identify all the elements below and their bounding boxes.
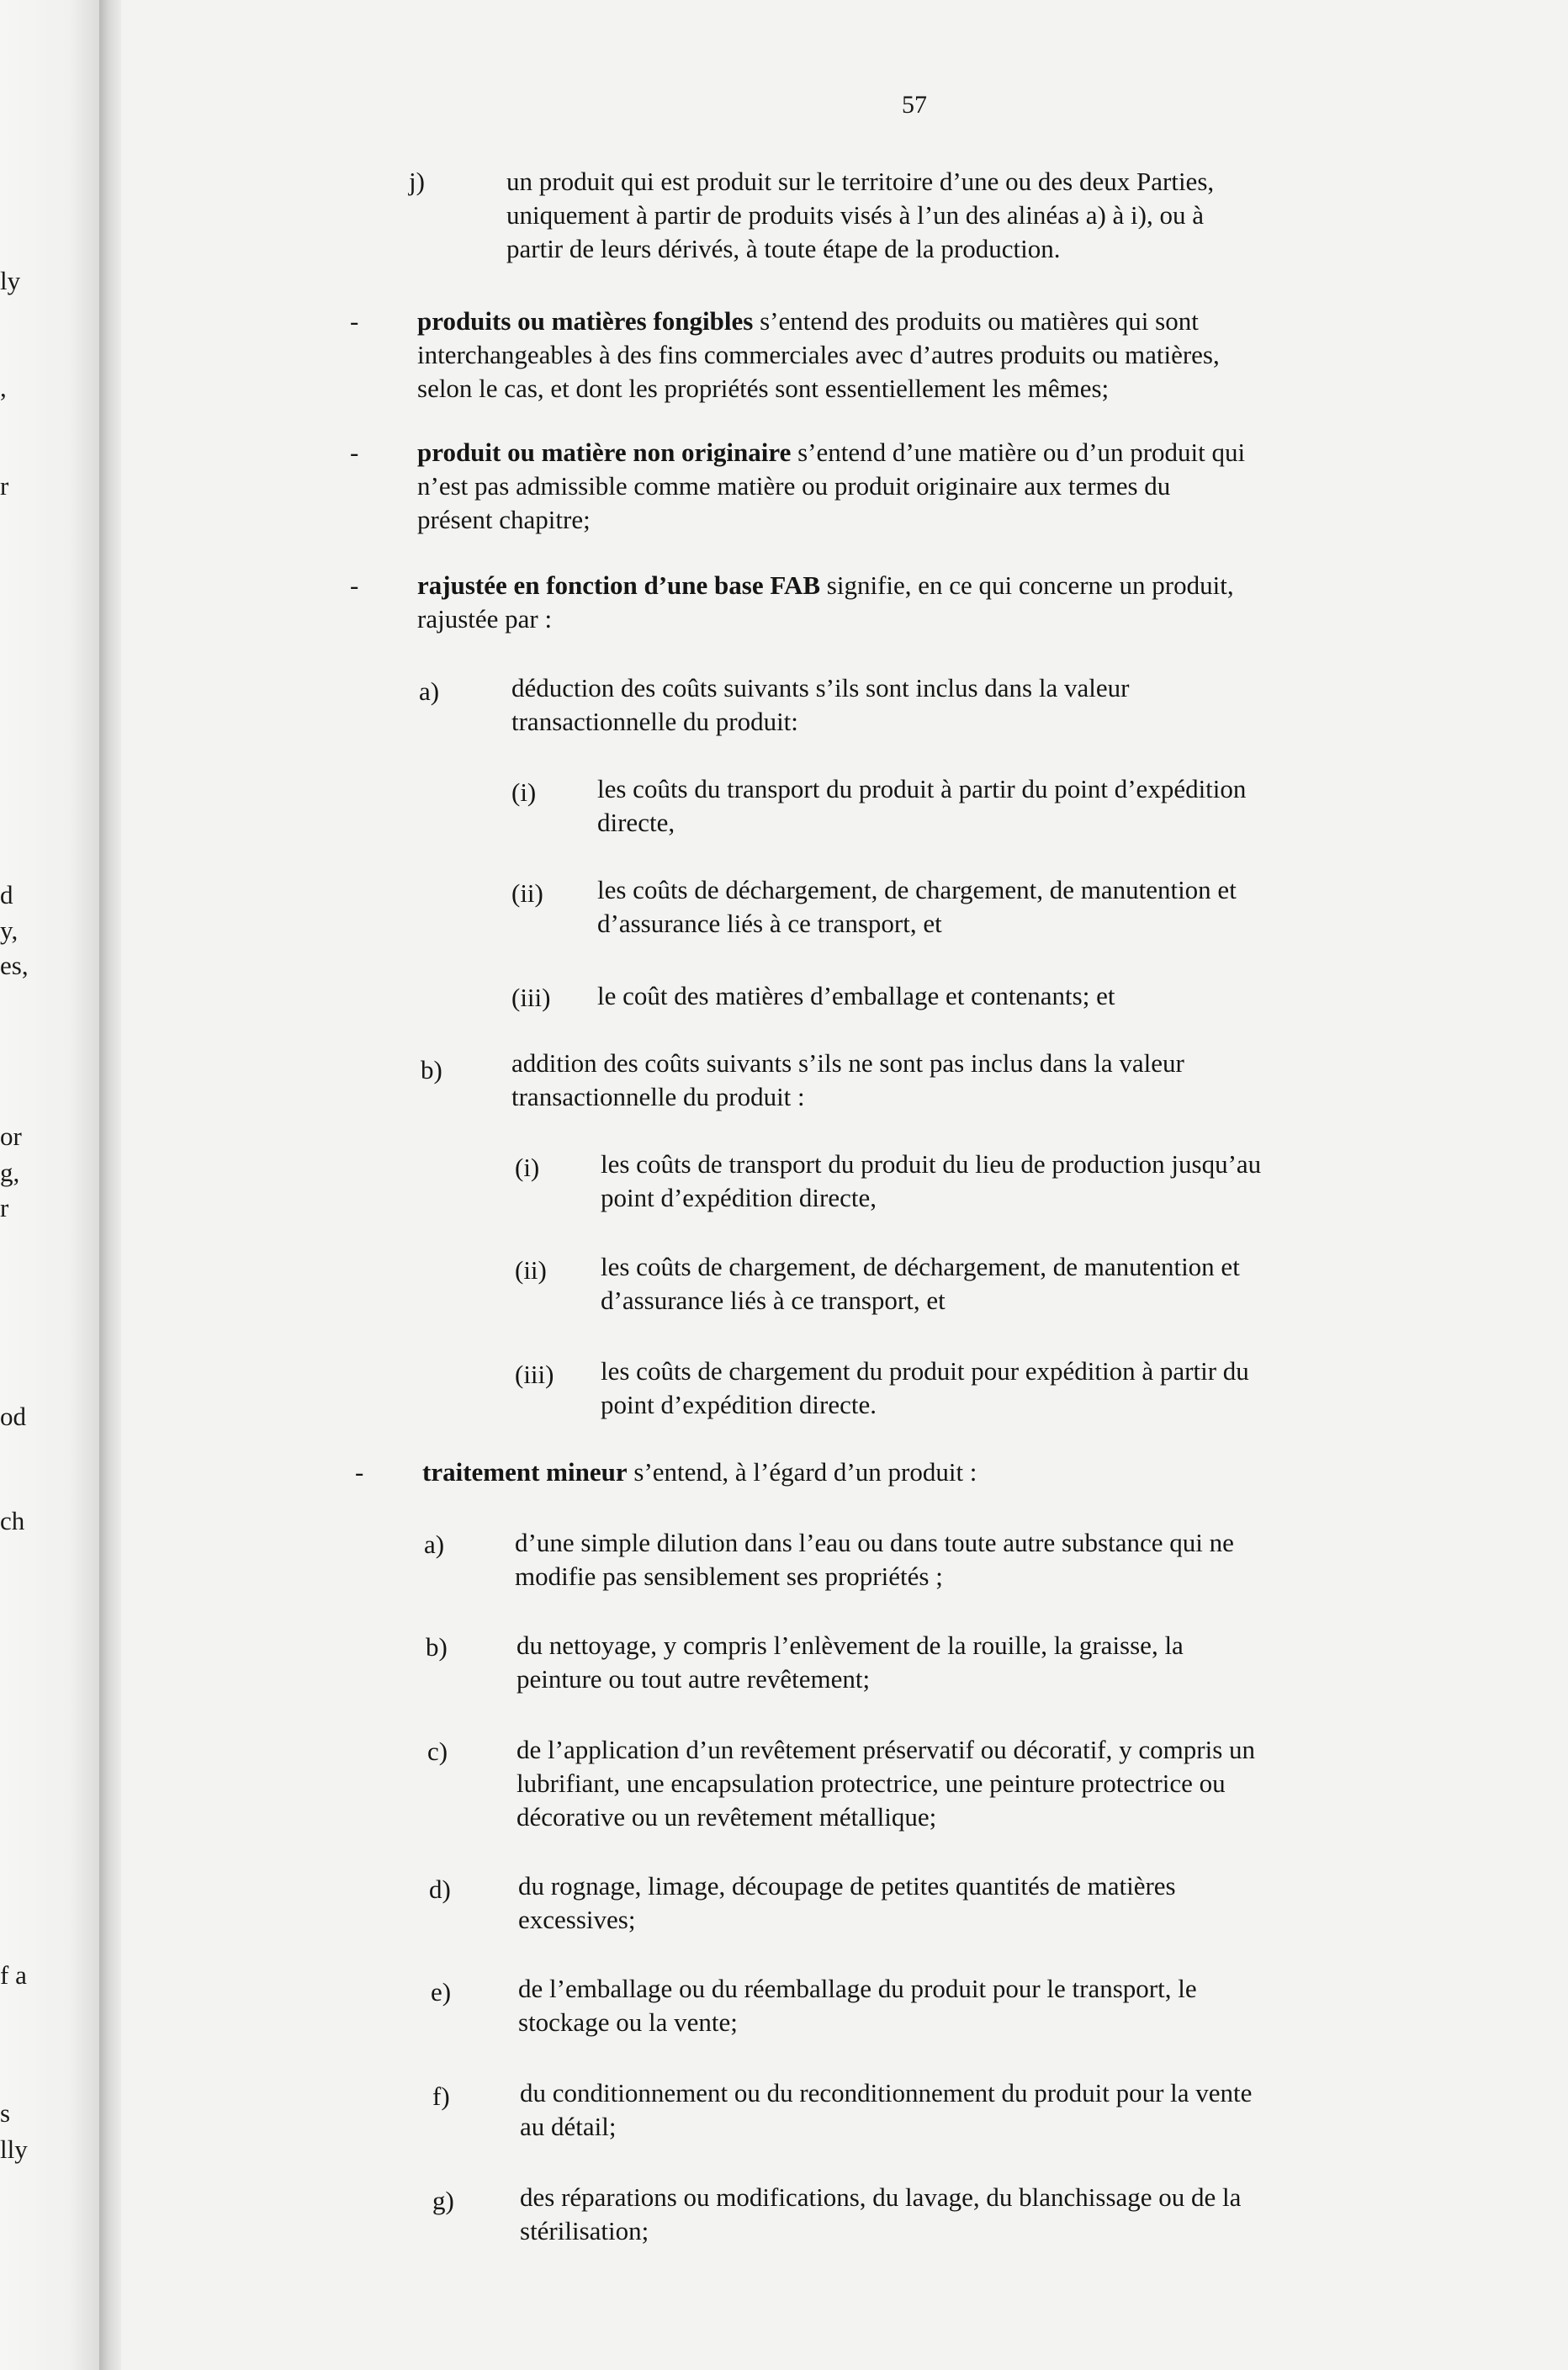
margin-fragment: d — [0, 880, 13, 909]
margin-fragment: y, — [0, 915, 19, 945]
item-line: partir de leurs dérivés, à toute étape de la production. — [506, 234, 1061, 263]
item-line: lubrifiant, une encapsulation protectrice, une peinture protectrice ou — [516, 1768, 1226, 1798]
definition-line: présent chapitre; — [417, 505, 591, 534]
subitem-marker: (iii) — [515, 1360, 554, 1389]
item-line: du conditionnement ou du reconditionnement du produit pour la vente — [520, 2078, 1253, 2108]
definition-dash: - — [355, 1457, 364, 1487]
subitem-marker: (iii) — [511, 983, 551, 1012]
item-line: déduction des coûts suivants s’ils sont inclus dans la valeur — [511, 673, 1130, 703]
item-line: décorative ou un revêtement métallique; — [516, 1802, 937, 1832]
definition-dash: - — [350, 437, 359, 467]
item-marker: j) — [409, 167, 425, 196]
item-line: d’une simple dilution dans l’eau ou dans toute autre substance qui ne — [515, 1528, 1234, 1557]
subitem-line: point d’expédition directe. — [601, 1390, 877, 1419]
item-line: du nettoyage, y compris l’enlèvement de la rouille, la graisse, la — [516, 1630, 1184, 1660]
previous-page-edge — [0, 0, 99, 2370]
definition-dash: - — [350, 570, 359, 600]
subitem-line: directe, — [597, 808, 675, 837]
subitem-marker: (ii) — [511, 878, 543, 908]
item-line: excessives; — [518, 1905, 636, 1934]
item-line: uniquement à partir de produits visés à l’un des alinéas a) à i), ou à — [506, 200, 1204, 230]
definition-line: rajustée par : — [417, 604, 553, 634]
item-line: au détail; — [520, 2112, 617, 2141]
item-line: modifie pas sensiblement ses propriétés ; — [515, 1561, 943, 1591]
subitem-line: les coûts du transport du produit à partir du point d’expédition — [597, 774, 1247, 803]
definition-term: produit ou matière non originaire — [417, 437, 792, 467]
subitem-line: point d’expédition directe, — [601, 1183, 877, 1212]
item-line: de l’application d’un revêtement préservatif ou décoratif, y compris un — [516, 1735, 1256, 1764]
margin-fragment: f a — [0, 1960, 27, 1990]
definition-first-line — [417, 572, 1234, 598]
item-marker: a) — [424, 1530, 445, 1559]
margin-fragment: od — [0, 1402, 26, 1431]
subitem-line: les coûts de déchargement, de chargement, de manutention et — [597, 875, 1237, 904]
subitem-marker: (ii) — [515, 1255, 547, 1285]
item-line: stockage ou la vente; — [518, 2007, 738, 2037]
margin-fragment: ly — [0, 266, 21, 295]
item-line: transactionnelle du produit: — [511, 707, 798, 736]
margin-fragment: , — [0, 373, 7, 402]
item-marker: d) — [429, 1874, 451, 1904]
margin-fragment: es, — [0, 951, 29, 980]
definition-line: selon le cas, et dont les propriétés sont essentiellement les mêmes; — [417, 374, 1110, 403]
definition-text: signifie, en ce qui concerne un produit, — [820, 570, 1234, 600]
subitem-line: les coûts de chargement, de déchargement, de manutention et — [601, 1252, 1240, 1281]
item-line: peinture ou tout autre revêtement; — [516, 1664, 871, 1694]
item-marker: c) — [427, 1736, 448, 1766]
page-number: 57 — [902, 91, 927, 119]
margin-fragment: or — [0, 1121, 22, 1151]
item-line: stérilisation; — [520, 2216, 649, 2245]
subitem-line: les coûts de transport du produit du lieu de production jusqu’au — [601, 1149, 1262, 1179]
item-marker: b) — [421, 1055, 442, 1084]
definition-text: s’entend d’une matière ou d’un produit qui — [791, 437, 1246, 467]
definition-first-line — [422, 1459, 977, 1485]
document-page — [121, 0, 1568, 2370]
subitem-line: le coût des matières d’emballage et contenants; et — [597, 981, 1115, 1010]
item-marker: g) — [432, 2186, 454, 2215]
item-line: des réparations ou modifications, du lavage, du blanchissage ou de la — [520, 2182, 1242, 2212]
subitem-line: d’assurance liés à ce transport, et — [597, 909, 942, 938]
definition-line: interchangeables à des fins commerciales avec d’autres produits ou matières, — [417, 340, 1220, 369]
item-marker: a) — [419, 676, 440, 706]
definition-term: rajustée en fonction d’une base FAB — [417, 570, 821, 600]
item-line: un produit qui est produit sur le territoire d’une ou des deux Parties, — [506, 167, 1215, 196]
item-marker: e) — [431, 1977, 452, 2007]
margin-fragment: r — [0, 1193, 9, 1222]
definition-first-line — [417, 439, 1245, 465]
margin-fragment: ch — [0, 1506, 25, 1535]
definition-first-line — [417, 308, 1199, 334]
margin-fragment: r — [0, 471, 9, 501]
item-marker: b) — [426, 1632, 448, 1662]
subitem-marker: (i) — [515, 1153, 540, 1182]
definition-text: s’entend, à l’égard d’un produit : — [627, 1457, 977, 1487]
subitem-line: d’assurance liés à ce transport, et — [601, 1286, 946, 1315]
book-gutter — [99, 0, 121, 2370]
definition-term: traitement mineur — [422, 1457, 628, 1487]
margin-fragment: s — [0, 2098, 11, 2128]
item-line: de l’emballage ou du réemballage du produit pour le transport, le — [518, 1974, 1197, 2003]
item-line: du rognage, limage, découpage de petites quantités de matières — [518, 1871, 1176, 1901]
item-line: addition des coûts suivants s’ils ne sont pas inclus dans la valeur — [511, 1048, 1184, 1078]
item-line: transactionnelle du produit : — [511, 1082, 805, 1111]
definition-term: produits ou matières fongibles — [417, 306, 754, 336]
definition-text: s’entend des produits ou matières qui sont — [753, 306, 1199, 336]
subitem-marker: (i) — [511, 777, 537, 807]
subitem-line: les coûts de chargement du produit pour expédition à partir du — [601, 1356, 1249, 1386]
margin-fragment: g, — [0, 1158, 20, 1187]
margin-fragment: lly — [0, 2134, 28, 2164]
definition-line: n’est pas admissible comme matière ou produit originaire aux termes du — [417, 471, 1171, 501]
item-marker: f) — [432, 2081, 450, 2111]
definition-dash: - — [350, 306, 359, 336]
